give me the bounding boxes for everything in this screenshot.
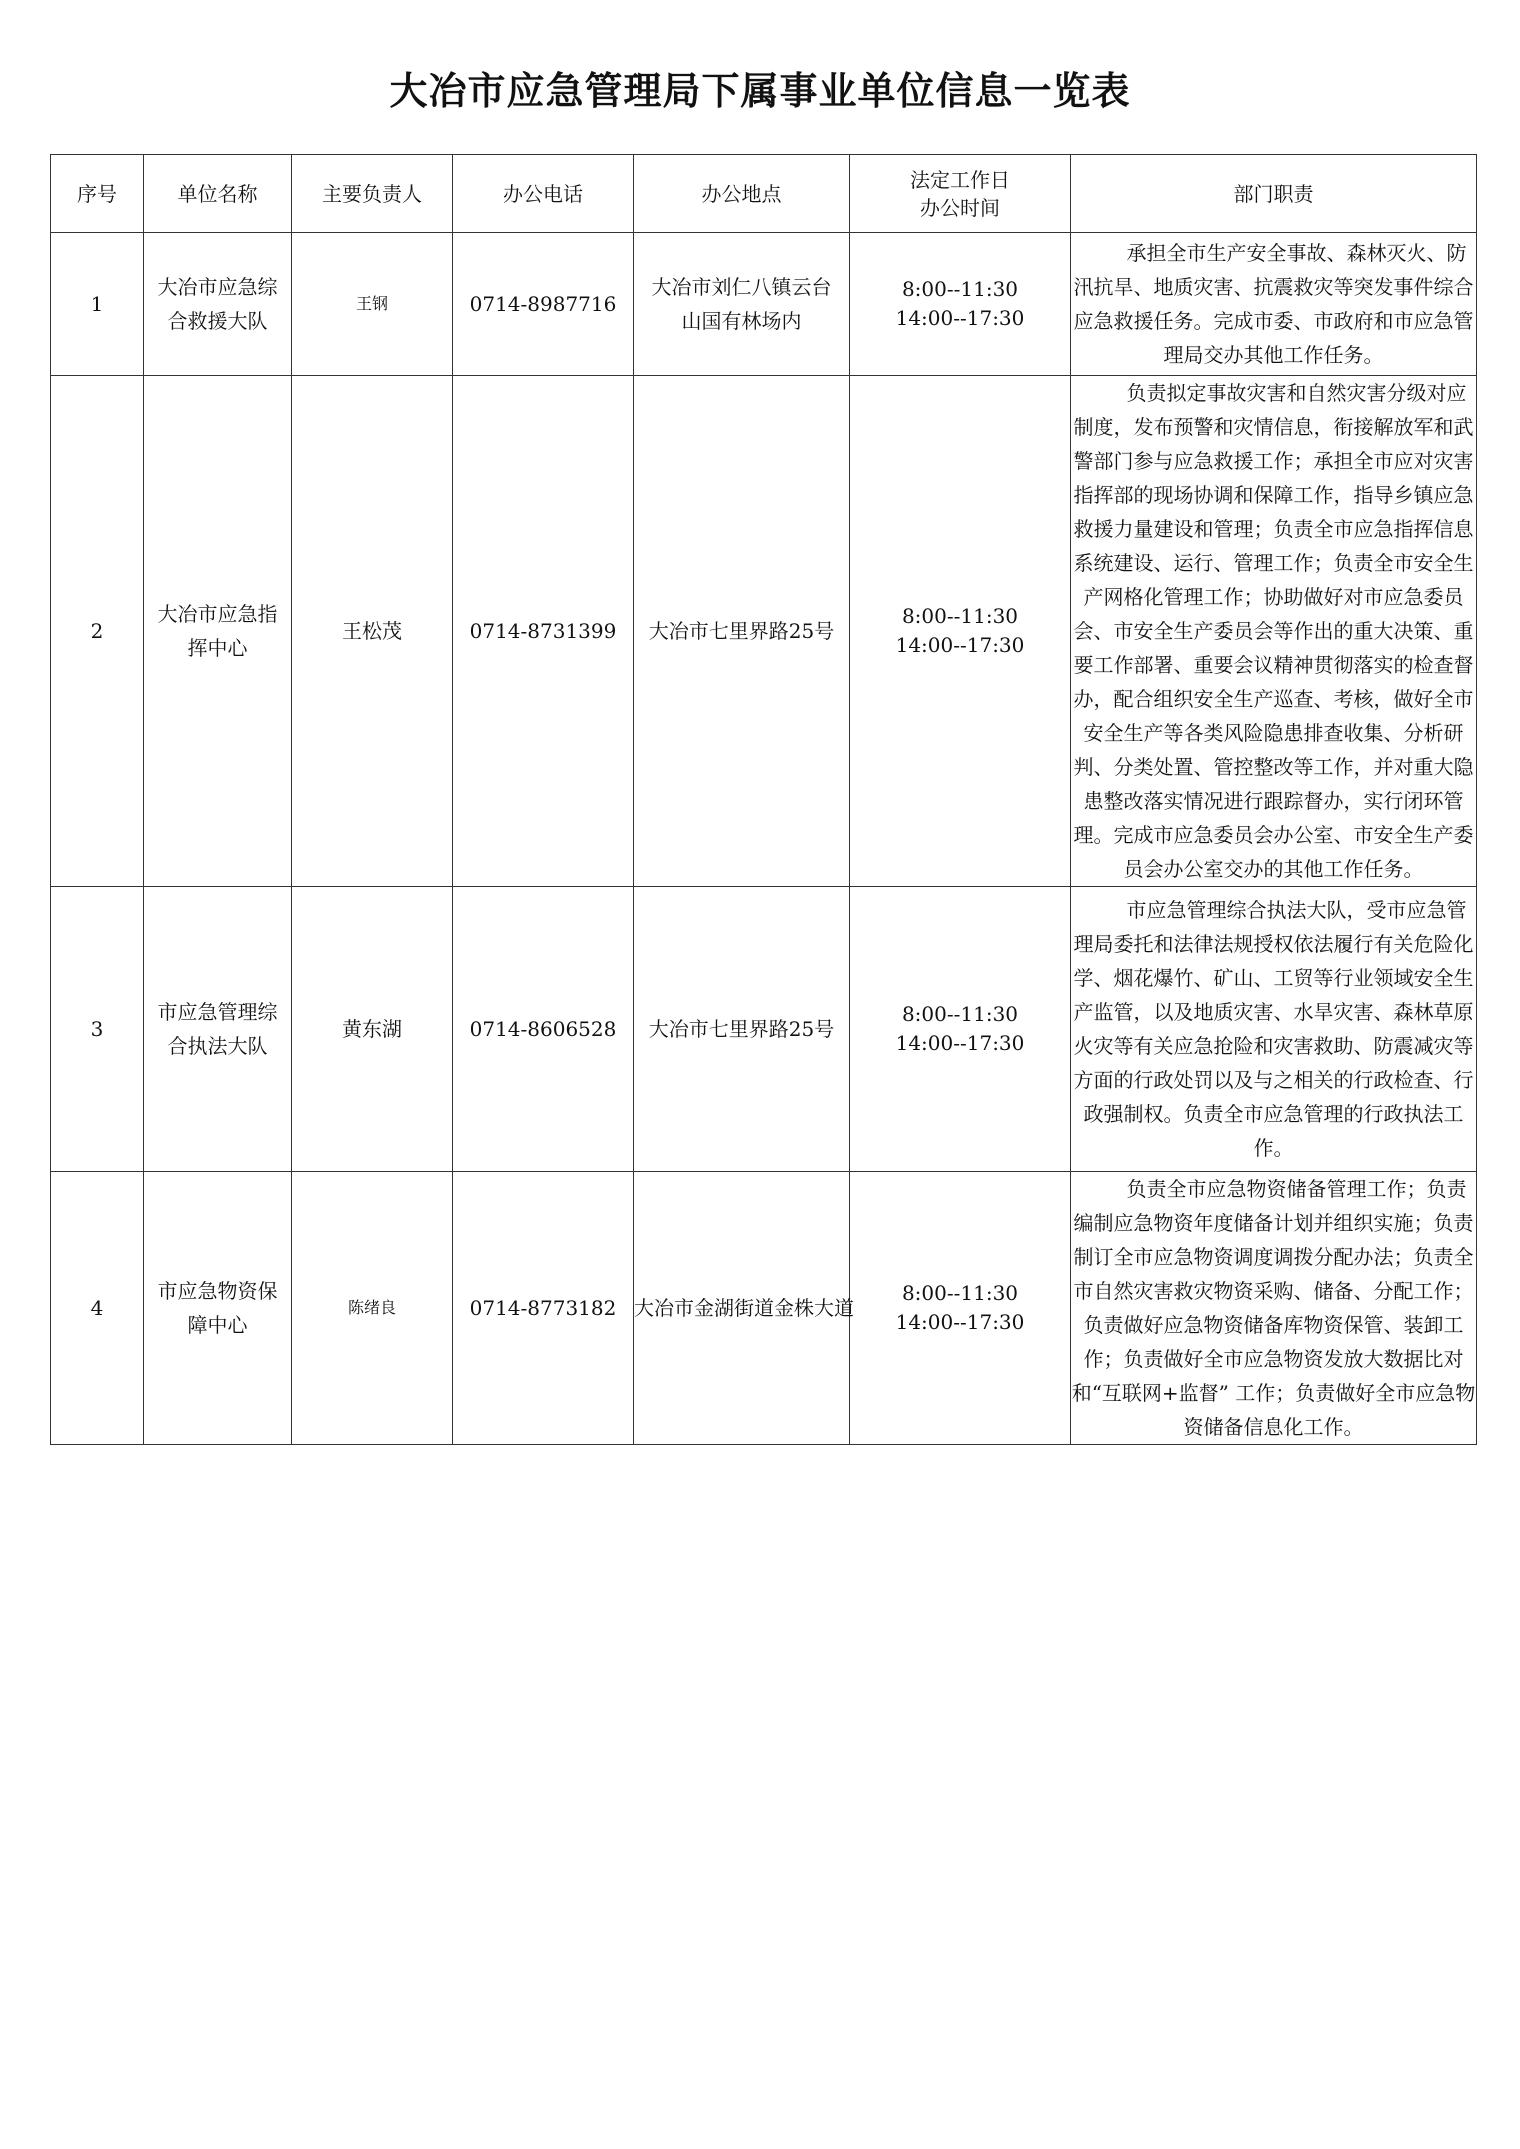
hours-am: 8:00--11:30	[901, 1281, 1019, 1305]
cell-leader: 陈绪良	[292, 1172, 453, 1445]
cell-phone: 0714-8773182	[453, 1172, 634, 1445]
header-unit: 单位名称	[144, 155, 292, 233]
cell-leader: 王钢	[292, 233, 453, 376]
cell-phone: 0714-8987716	[453, 233, 634, 376]
hours-am: 8:00--11:30	[901, 277, 1019, 301]
duties-text: 承担全市生产安全事故、森林灭火、防汛抗旱、地质灾害、抗震救灾等突发事件综合应急救援任务。完成市委、市政府和市应急管理局交办其他工作任务。	[1073, 241, 1474, 367]
table-row	[51, 1172, 1477, 1445]
cell-phone: 0714-8731399	[453, 376, 634, 887]
cell-address: 大冶市金湖街道金株大道	[634, 1172, 850, 1445]
hours-pm: 14:00--17:30	[895, 633, 1025, 657]
cell-hours	[850, 1172, 1071, 1445]
duties-text: 负责拟定事故灾害和自然灾害分级对应制度，发布预警和灾情信息，衔接解放军和武警部门参与应急救援工作；承担全市应对灾害指挥部的现场协调和保障工作，指导乡镇应急救援力量建设和管理；负责全市应急指挥信息系统建设、运行、管理工作；负责全市安全生产网格化管理工作；协助做好对市应急委员会、市安全生产委员会等作出的重大决策、重要工作部署、重要会议精神贯彻落实的检查督办，配合组织安全生产巡查、考核，做好全市安全生产等各类风险隐患排查收集、分析研判、分类处置、管控整改等工作，并对重大隐患整改落实情况进行跟踪督办，实行闭环管理。完成市应急委员会办公室、市安全生产委员会办公室交办的其他工作任务。	[1073, 381, 1474, 881]
cell-unit	[144, 887, 292, 1172]
cell-unit	[144, 376, 292, 887]
cell-hours	[850, 233, 1071, 376]
header-hours-line2: 办公时间	[920, 195, 1000, 220]
cell-hours	[850, 887, 1071, 1172]
unit-name: 市应急物资保障中心	[157, 1279, 278, 1337]
hours-am: 8:00--11:30	[901, 604, 1019, 628]
hours-pm: 14:00--17:30	[895, 306, 1025, 330]
address-text: 大冶市七里界路25号	[648, 1017, 835, 1041]
cell-seq: 3	[51, 887, 144, 1172]
duties-text: 负责全市应急物资储备管理工作；负责编制应急物资年度储备计划并组织实施；负责制订全市应急物资调度调拨分配办法；负责全市自然灾害救灾物资采购、储备、分配工作；负责做好应急物资储备库物资保管、装卸工作；负责做好全市应急物资发放大数据比对和“互联网+监督” 工作；负责做好全市应急物资储备信息化工作。	[1071, 1177, 1476, 1439]
cell-duties	[1071, 233, 1477, 376]
header-row	[51, 155, 1477, 233]
cell-address	[634, 233, 850, 376]
header-leader: 主要负责人	[292, 155, 453, 233]
address-text: 大冶市刘仁八镇云台山国有林场内	[651, 275, 832, 333]
hours-pm: 14:00--17:30	[895, 1031, 1025, 1055]
header-seq: 序号	[51, 155, 144, 233]
hours-am: 8:00--11:30	[901, 1002, 1019, 1026]
cell-phone: 0714-8606528	[453, 887, 634, 1172]
cell-seq: 2	[51, 376, 144, 887]
header-hours-line1: 法定工作日	[910, 167, 1010, 192]
page-title: 大冶市应急管理局下属事业单位信息一览表	[389, 68, 1131, 113]
header-address: 办公地点	[634, 155, 850, 233]
cell-unit	[144, 233, 292, 376]
address-text: 大冶市七里界路25号	[648, 619, 835, 643]
cell-unit	[144, 1172, 292, 1445]
table-row	[51, 887, 1477, 1172]
cell-seq: 1	[51, 233, 144, 376]
unit-name: 大冶市应急指挥中心	[157, 602, 278, 660]
cell-address	[634, 887, 850, 1172]
unit-name: 大冶市应急综合救援大队	[157, 275, 278, 333]
header-duties: 部门职责	[1071, 155, 1477, 233]
cell-duties	[1071, 887, 1477, 1172]
unit-info-table	[50, 154, 1477, 1445]
table-row	[51, 233, 1477, 376]
hours-pm: 14:00--17:30	[895, 1310, 1025, 1334]
table-row	[51, 376, 1477, 887]
header-phone: 办公电话	[453, 155, 634, 233]
cell-duties	[1071, 1172, 1477, 1445]
unit-name: 市应急管理综合执法大队	[157, 1000, 278, 1058]
cell-seq: 4	[51, 1172, 144, 1445]
duties-text: 市应急管理综合执法大队，受市应急管理局委托和法律法规授权依法履行有关危险化学、烟花爆竹、矿山、工贸等行业领域安全生产监管，以及地质灾害、水旱灾害、森林草原火灾等有关应急抢险和灾害救助、防震减灾等方面的行政处罚以及与之相关的行政检查、行政强制权。负责全市应急管理的行政执法工作。	[1073, 898, 1474, 1160]
header-hours	[850, 155, 1071, 233]
cell-duties	[1071, 376, 1477, 887]
cell-leader: 黄东湖	[292, 887, 453, 1172]
cell-leader: 王松茂	[292, 376, 453, 887]
cell-hours	[850, 376, 1071, 887]
cell-address	[634, 376, 850, 887]
